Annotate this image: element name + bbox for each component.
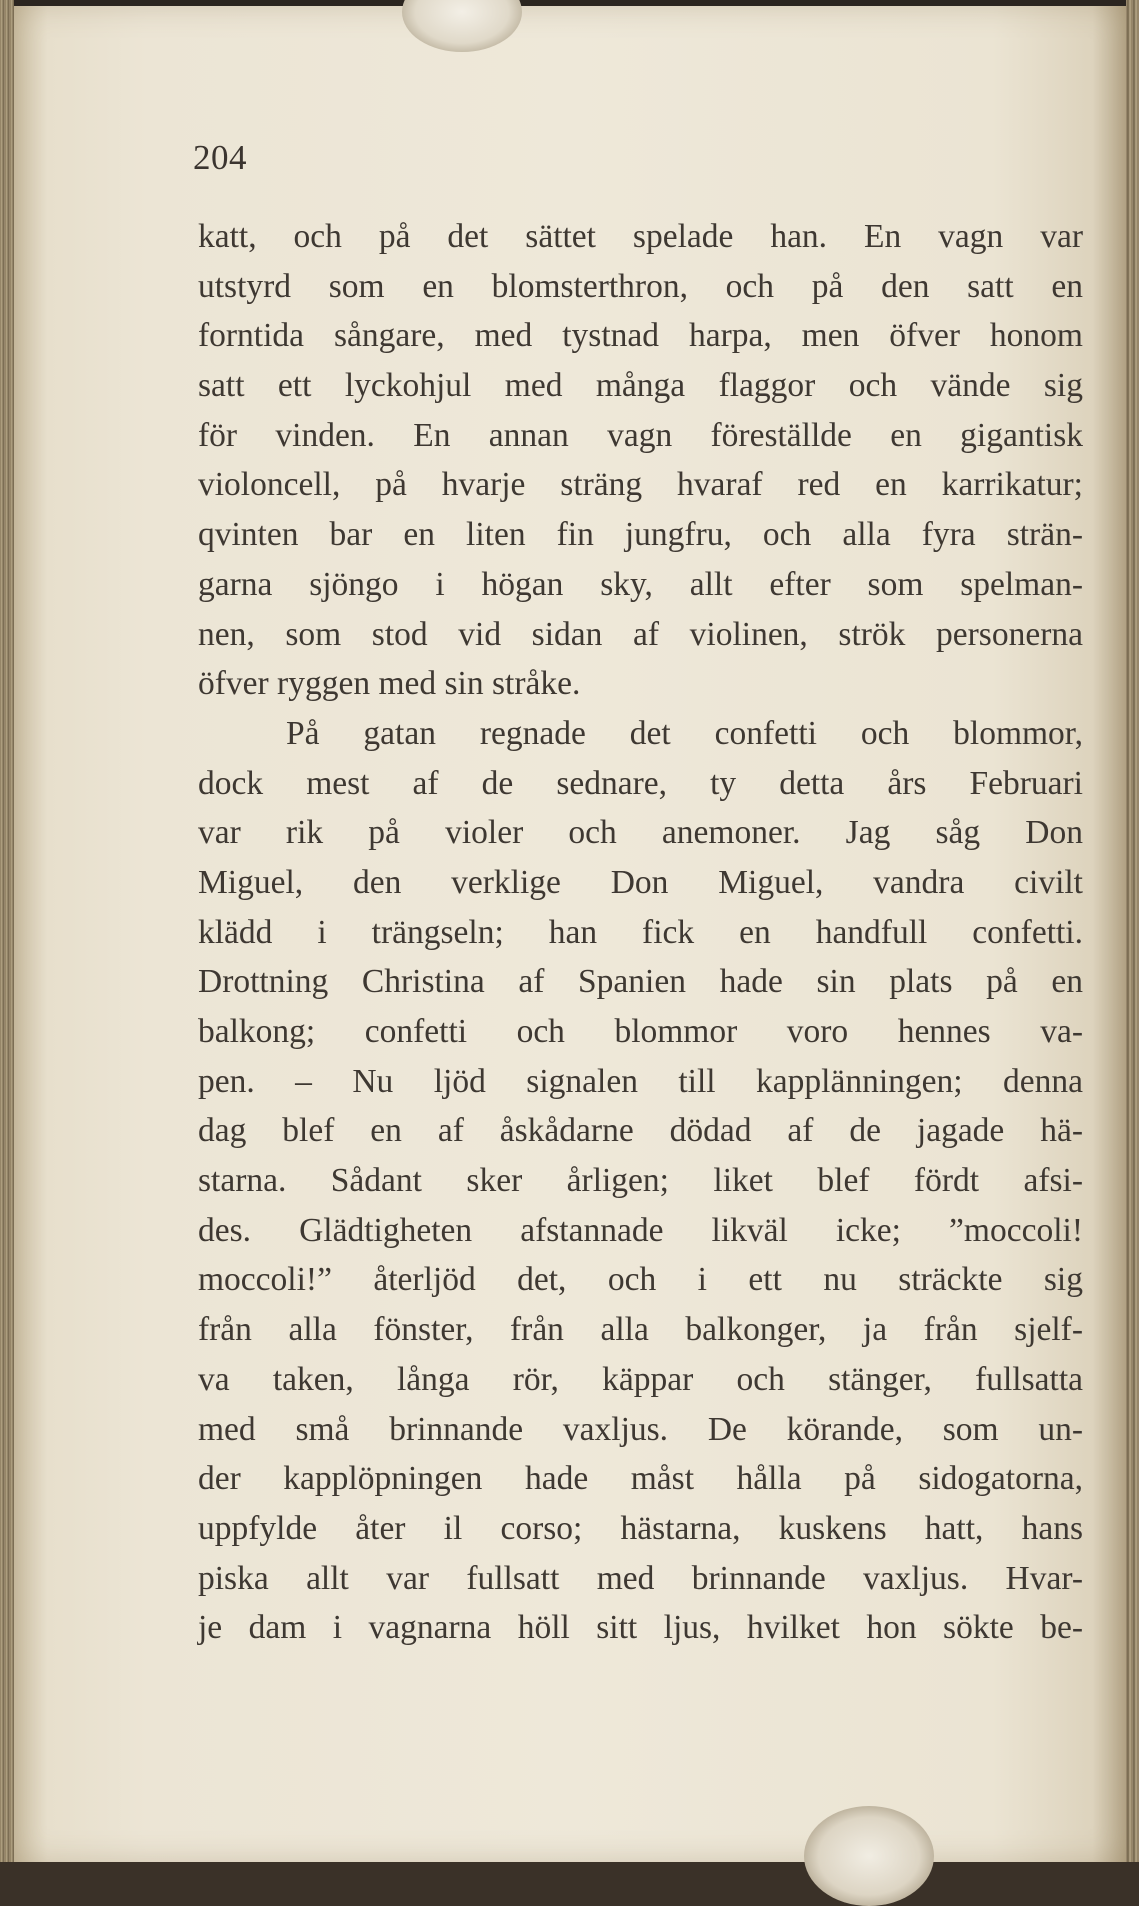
text-line: för vinden. En annan vagn föreställde en gigantisk	[198, 416, 1083, 454]
text-line: uppfylde åter il corso; hästarna, kuskens hatt, hans	[198, 1509, 1083, 1547]
text-line: från alla fönster, från alla balkonger, ja från sjelf-	[198, 1311, 1083, 1349]
text-line: je dam i vagnarna höll sitt ljus, hvilket hon sökte be-	[198, 1609, 1083, 1647]
text-line: öfver ryggen med sin stråke.	[198, 665, 581, 703]
text-line: va taken, långa rör, käppar och stänger, fullsatta	[198, 1360, 1083, 1398]
text-line: utstyrd som en blomsterthron, och på den satt en	[198, 267, 1083, 305]
text-line: Miguel, den verklige Don Miguel, vandra civilt	[198, 863, 1083, 901]
text-line: forntida sångare, med tystnad harpa, men öfver honom	[198, 317, 1083, 355]
text-line: qvinten bar en liten fin jungfru, och alla fyra strän-	[198, 516, 1083, 554]
text-line: des. Glädtigheten afstannade likväl icke; ”moccoli!	[198, 1211, 1083, 1249]
binding-hole-top	[402, 0, 522, 52]
text-line: katt, och på det sättet spelade han. En vagn var	[198, 218, 1083, 255]
book-edge-right	[1126, 0, 1139, 1862]
text-line: violoncell, på hvarje sträng hvaraf red en karrikatur;	[198, 466, 1083, 504]
text-line: moccoli!” återljöd det, och i ett nu sträckte sig	[198, 1261, 1083, 1299]
text-line: var rik på violer och anemoner. Jag såg Don	[198, 814, 1083, 852]
text-line: starna. Sådant sker årligen; liket blef fördt afsi-	[198, 1162, 1083, 1200]
book-edge-left	[0, 0, 14, 1862]
text-line: garna sjöngo i högan sky, allt efter som spelman-	[198, 565, 1083, 603]
text-line: med små brinnande vaxljus. De körande, som un-	[198, 1410, 1083, 1448]
text-line: dag blef en af åskådarne dödad af de jagade hä-	[198, 1112, 1083, 1150]
text-line: nen, som stod vid sidan af violinen, strök personerna	[198, 615, 1083, 653]
text-line: dock mest af de sednare, ty detta års Februari	[198, 764, 1083, 802]
text-line: der kapplöpningen hade måst hålla på sidogatorna,	[198, 1460, 1083, 1498]
page-text	[198, 212, 1083, 1653]
page-number: 204	[193, 138, 247, 177]
text-line: På gatan regnade det confetti och blommor,	[286, 714, 1083, 752]
text-line: balkong; confetti och blommor voro hennes va-	[198, 1013, 1083, 1050]
text-line: pen. – Nu ljöd signalen till kapplänningen; denna	[198, 1062, 1083, 1100]
text-line: Drottning Christina af Spanien hade sin plats på en	[198, 963, 1083, 1001]
binding-hole-bottom	[804, 1806, 934, 1906]
text-line: satt ett lyckohjul med många flaggor och vände sig	[198, 367, 1083, 405]
text-line: klädd i trängseln; han fick en handfull confetti.	[198, 913, 1083, 951]
text-line: piska allt var fullsatt med brinnande vaxljus. Hvar-	[198, 1559, 1083, 1597]
